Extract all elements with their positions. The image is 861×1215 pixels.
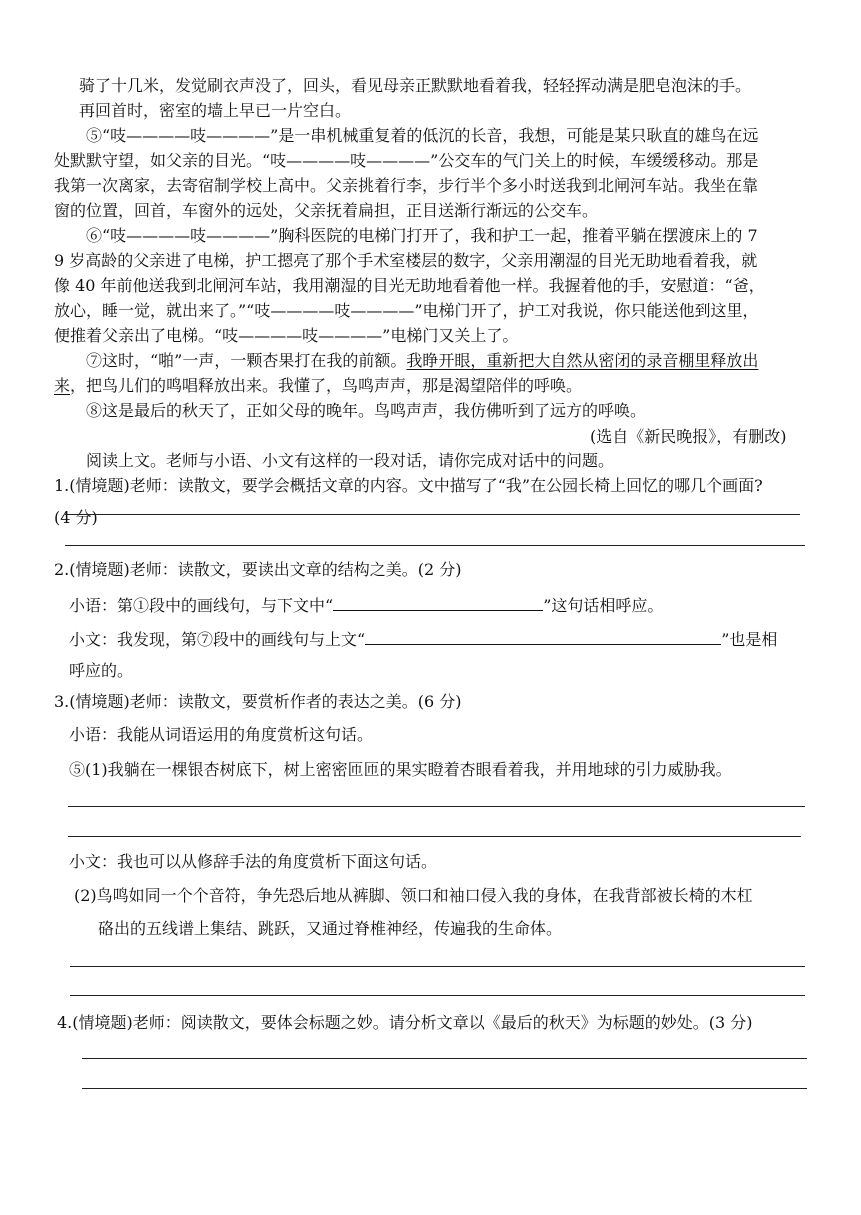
reading-instruction: 阅读上文。老师与小语、小文有这样的一段对话，请你完成对话中的问题。 <box>86 451 615 470</box>
answer-line[interactable] <box>70 995 805 996</box>
answer-line[interactable] <box>68 836 801 837</box>
article-line: 便推着父亲出了电梯。“吱————吱————”电梯门又关上了。 <box>54 326 519 345</box>
question-3-prompt: 3.(情境题)老师：读散文，要赏析作者的表达之美。(6 分) <box>54 692 462 711</box>
question-2-xiaowen <box>69 628 777 650</box>
question-1-score: (4 分) <box>54 508 98 527</box>
text-span: 小文：我发现，第⑦段中的画线句与上文“ <box>69 630 366 649</box>
article-line: ⑥“吱————吱————”胸科医院的电梯门打开了，我和护工一起，推着平躺在摆渡床上的 7 <box>86 226 758 245</box>
article-line: 我第一次离家，去寄宿制学校上高中。父亲挑着行李，步行半个多小时送我到北闸河车站。我坐在靠 <box>54 176 759 195</box>
question-3-sentence-2: (2)鸟鸣如同一个个音符，争先恐后地从裤脚、领口和袖口侵入我的身体，在我背部被长椅的木杠 <box>74 886 753 905</box>
article-line: 9 岁高龄的父亲进了电梯，护工摁亮了那个手术室楼层的数字，父亲用潮湿的目光无助地看着我，就 <box>54 251 758 270</box>
article-line: 放心，睡一觉，就出来了。”“吱————吱————”电梯门开了，护工对我说，你只能送他到这里， <box>54 301 759 320</box>
article-line <box>54 376 582 396</box>
article-line: ⑧这是最后的秋天了，正如父母的晚年。鸟鸣声声，我仿佛听到了远方的呼唤。 <box>86 401 647 420</box>
text-span: ，把鸟儿们的鸣唱释放出来。我懂了，鸟鸣声声，那是渴望陪伴的呼唤。 <box>70 376 583 395</box>
question-2-xiaoyu <box>69 594 663 616</box>
text-span: ”也是相 <box>721 630 778 649</box>
question-2-xiaowen-cont: 呼应的。 <box>69 661 134 680</box>
answer-line[interactable] <box>65 545 805 546</box>
answer-line[interactable] <box>65 514 800 515</box>
answer-line[interactable] <box>70 966 805 967</box>
article-line: 窗的位置，回首，车窗外的远处，父亲抚着扁担，正目送渐行渐远的公交车。 <box>54 201 599 220</box>
answer-line[interactable] <box>68 806 805 807</box>
article-line: 再回首时，密室的墙上早已一片空白。 <box>79 101 352 120</box>
article-source: (选自《新民晚报》，有删改) <box>590 427 787 446</box>
text-span: ”这句话相呼应。 <box>543 596 664 615</box>
article-line <box>86 351 758 371</box>
question-3-xiaoyu: 小语：我能从词语运用的角度赏析这句话。 <box>69 725 374 744</box>
answer-line[interactable] <box>82 1058 807 1059</box>
question-3-xiaowen: 小文：我也可以从修辞手法的角度赏析下面这句话。 <box>69 852 438 871</box>
answer-line[interactable] <box>82 1088 807 1089</box>
text-span: 小语：第①段中的画线句，与下文中“ <box>69 596 334 615</box>
underlined-sentence: 我睁开眼，重新把大自然从密闭的录音棚里释放出 <box>406 351 759 370</box>
question-1-prompt: 1.(情境题)老师：读散文，要学会概括文章的内容。文中描写了“我”在公园长椅上回忆的哪几个画面? <box>54 476 763 495</box>
question-2-prompt: 2.(情境题)老师：读散文，要读出文章的结构之美。(2 分) <box>54 560 462 579</box>
question-3-sentence-1: ⑤(1)我躺在一棵银杏树底下，树上密密匝匝的果实瞪着杏眼看着我，并用地球的引力威胁我。 <box>69 760 732 779</box>
text-span: ⑦这时，“啪”一声，一颗杏果打在我的前额。 <box>86 351 407 370</box>
article-line: 像 40 年前他送我到北闸河车站，我用潮湿的目光无助地看着他一样。我握着他的手，安慰道：“爸， <box>54 276 765 295</box>
question-4-prompt: 4.(情境题)老师：阅读散文，要体会标题之妙。请分析文章以《最后的秋天》为标题的妙处。(3 分) <box>57 1013 753 1032</box>
article-line: ⑤“吱————吱————”是一串机械重复着的低沉的长音，我想，可能是某只耿直的雄鸟在远 <box>86 126 759 145</box>
fill-blank[interactable] <box>365 628 721 645</box>
question-3-sentence-2-cont: 硌出的五线谱上集结、跳跃，又通过脊椎神经，传遍我的生命体。 <box>98 919 563 938</box>
underlined-sentence: 来 <box>54 376 71 395</box>
fill-blank[interactable] <box>333 594 543 611</box>
article-line: 处默默守望，如父亲的目光。“吱————吱————”公交车的气门关上的时候，车缓缓移动。那是 <box>54 151 759 170</box>
article-line: 骑了十几米，发觉刷衣声没了，回头，看见母亲正默默地看着我，轻轻挥动满是肥皂泡沫的手。 <box>79 76 752 95</box>
